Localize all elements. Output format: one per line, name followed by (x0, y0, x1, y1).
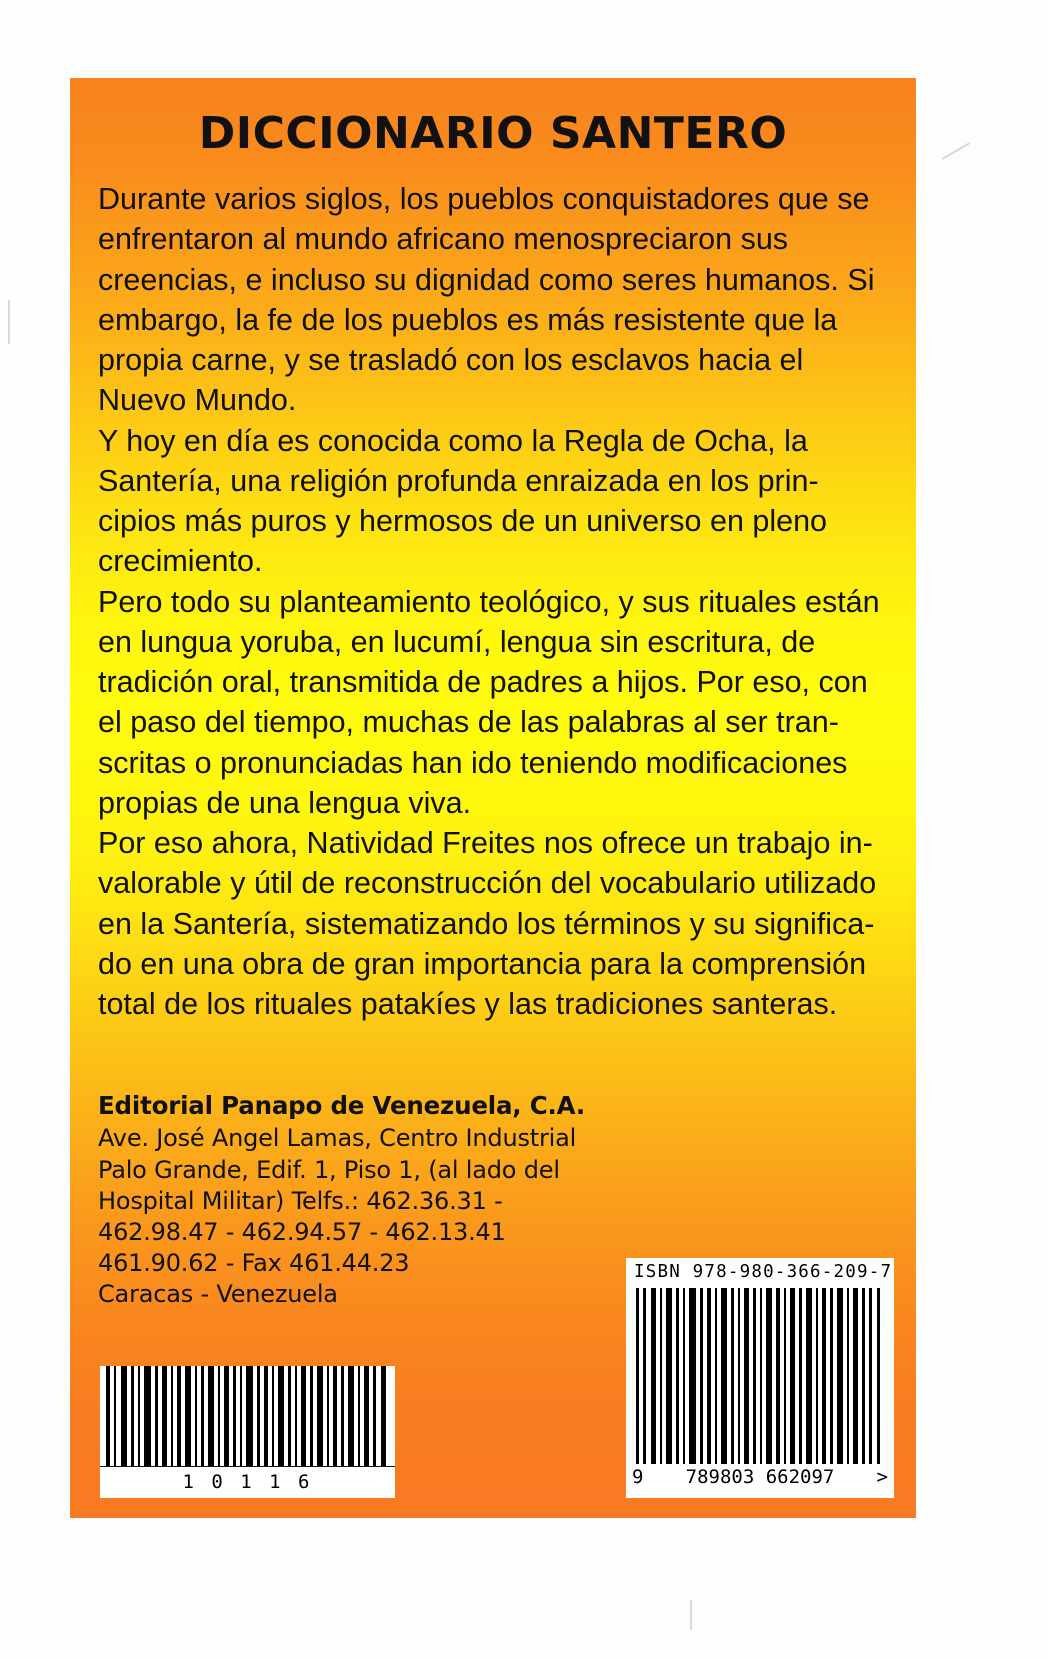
publisher-address-line: 462.98.47 - 462.94.57 - 462.13.41 (98, 1217, 506, 1246)
publisher-address-line: 461.90.62 - Fax 461.44.23 (98, 1249, 410, 1278)
publisher-address-line: Ave. José Angel Lamas, Centro Industrial (98, 1124, 577, 1153)
publisher-address-line: Caracas - Venezuela (98, 1280, 338, 1309)
internal-code-barcode (100, 1366, 395, 1498)
publisher-address-line: Palo Grande, Edif. 1, Piso 1, (al lado del (98, 1155, 560, 1184)
barcode-caption: 1 0 1 1 6 (182, 1471, 313, 1493)
scan-artifact-bottom (690, 1600, 692, 1630)
blurb-paragraph-4: Por eso ahora, Natividad Freites nos ofrece un trabajo in- valorable y útil de reconstrucción del vocabulario utilizado en la Santería, sistematizando los términos y su significa- do en una obra de gran importancia para la comprensión total de los rituales patakíes y las tradiciones santeras. (98, 826, 877, 1021)
blurb-text (70, 179, 916, 1024)
barcode-bars (634, 1288, 886, 1464)
page-title: DICCIONARIO SANTERO (198, 108, 788, 159)
publisher-block (98, 1090, 585, 1310)
blurb-paragraph-1: Durante varios siglos, los pueblos conquistadores que se enfrentaron al mundo africano menospreciaron sus creencias, e incluso su dignidad como seres humanos. Si embargo, la fe de los pueblos es más resistente que la propia carne, y se trasladó con los esclavos hacia el Nuevo Mundo. (98, 182, 875, 418)
blurb-paragraph-3: Pero todo su planteamiento teológico, y sus rituales están en lungua yoruba, en lucumí, lengua sin escritura, de tradición oral, transmitida de padres a hijos. Por eso, con el paso del tiempo, muchas de las palabras al ser tran- scritas o pronunciadas han ido teniendo modificaciones propias de una lengua viva. (98, 584, 880, 820)
isbn-label: ISBN 978-980-366-209-7 (634, 1262, 893, 1282)
ean-digit-suffix: > (876, 1466, 888, 1488)
isbn-barcode (626, 1258, 894, 1498)
publisher-address-line: Hospital Militar) Telfs.: 462.36.31 - (98, 1186, 503, 1215)
scan-artifact-top-right (942, 142, 971, 160)
book-back-cover (70, 78, 916, 1518)
blurb-paragraph-2: Y hoy en día es conocida como la Regla de Ocha, la Santería, una religión profunda enraizada en los prin- cipios más puros y hermosos de un universo en pleno crecimiento. (98, 423, 828, 579)
ean-digit-prefix: 9 (632, 1466, 644, 1488)
ean-digits: 789803 662097 (685, 1466, 835, 1488)
barcode-bars (100, 1366, 395, 1466)
scan-artifact-left-edge (8, 300, 10, 344)
publisher-name: Editorial Panapo de Venezuela, C.A. (98, 1091, 585, 1120)
